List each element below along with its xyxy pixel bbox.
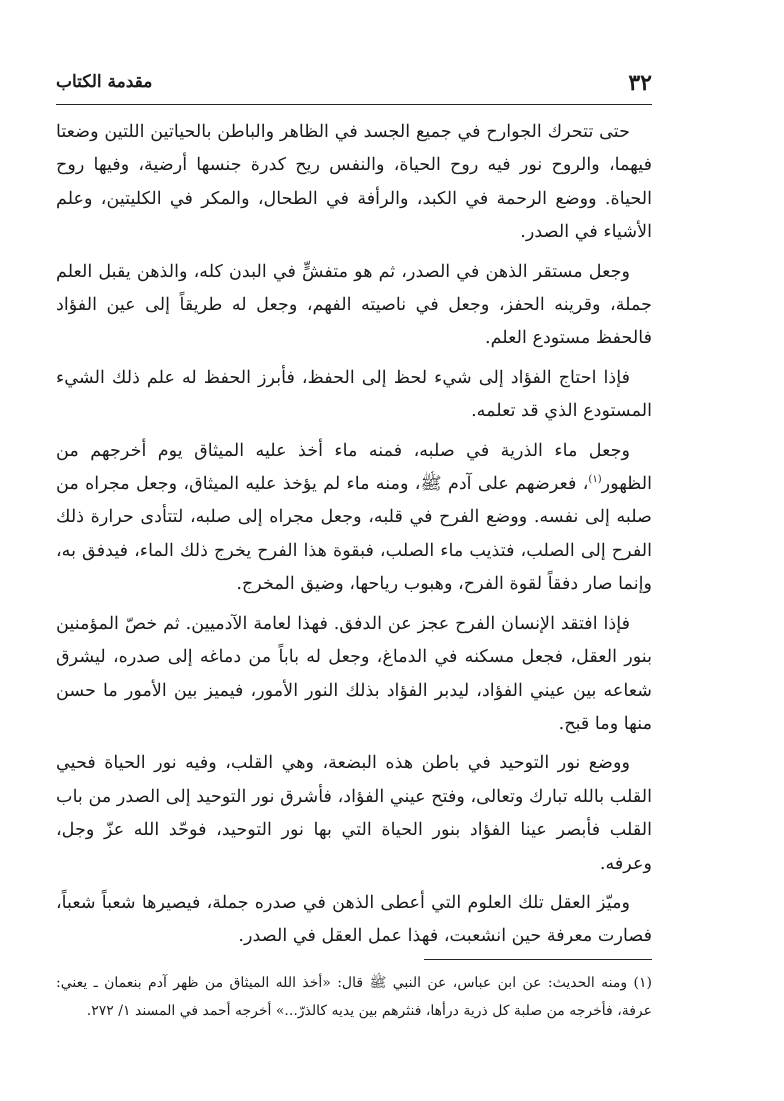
- paragraph: فإذا احتاج الفؤاد إلى شيء لحظ إلى الحفظ، فأبرز الحفظ له علم ذلك الشيء المستودع الذي قد تعلمه.: [56, 367, 652, 422]
- paragraph: فإذا افتقد الإنسان الفرح عجز عن الدفق. فهذا لعامة الآدميين. ثم خصّ المؤمنين بنور العقل، فجعل مسكنه في الدماغ، وجعل له باباً من دماغه إلى صدره، ليشرق شعاعه بين عيني الفؤاد، ليدبر الفؤاد بذلك النور الأمور، فيميز بين الأمور ما حسن منها وما قبح.: [56, 613, 652, 734]
- footnote: (١) ومنه الحديث: عن ابن عباس، عن النبي ﷺ قال: «أخذ الله الميثاق من ظهر آدم بنعمان ـ يعني: عرفة، فأخرجه من صلبة كل ذرية درأها، فنثرهم بين يديه كالذرّ...» أخرجه أحمد في المسند ١/ ٢٧٢.: [56, 975, 652, 1019]
- running-title: مقدمة الكتاب: [56, 72, 153, 92]
- footnote-rule: [424, 959, 652, 960]
- page-number: ٣٢: [628, 70, 652, 96]
- footnotes: [56, 969, 652, 1025]
- paragraph: حتى تتحرك الجوارح في جميع الجسد في الظاهر والباطن بالحياتين اللتين وضعتا فيهما، والروح نور فيه روح الحياة، والنفس ريح كدرة جنسها أرضية، وفيها روح الحياة. ووضع الرحمة في الكبد، والرأفة في الطحال، والمكر في الكليتين، وعلم الأشياء في الصدر.: [56, 122, 652, 243]
- paragraph: ووضع نور التوحيد في باطن هذه البضعة، وهي القلب، وفيه نور الحياة فحيي القلب بالله تبارك وتعالى، وفتح عيني الفؤاد، فأشرق نور التوحيد إلى الصدر من باب القلب فأبصر عينا الفؤاد بنور الحياة التي بها نور التوحيد، فوحّد الله عزّ وجل، وعرفه.: [56, 753, 652, 874]
- page-header: [56, 62, 652, 100]
- footnote-mark: (١): [588, 474, 602, 486]
- paragraph-text: ، فعرضهم على آدم ﷺ، ومنه ماء لم يؤخذ عليه الميثاق، وجعل مجراه من صلبه إلى نفسه. ووضع الفرح في قلبه، وجعل مجراه إلى صلبه، لتتأدى حرارة ذلك الفرح إلى الصلب، فتذيب ماء الصلب، فبقوة هذا الفرح يخرج ذلك الماء، فيدفق به، وإنما صار دفقاً لقوة الفرح، وهبوب رياحها، وضيق المخرج.: [56, 474, 652, 595]
- paragraph-text: وجعل ماء الذرية في صلبه، فمنه ماء أخذ عليه الميثاق يوم أخرجهم من الظهور: [56, 440, 652, 495]
- paragraph: [56, 435, 652, 602]
- main-text: [56, 116, 652, 960]
- paragraph: وميّز العقل تلك العلوم التي أعطى الذهن في صدره جملة، فيصيرها شعباً شعباً، فصارت معرفة حين انشعبت، فهذا عمل العقل في الصدر.: [56, 892, 652, 947]
- paragraph: وجعل مستقر الذهن في الصدر، ثم هو متفشٍّ في البدن كله، والذهن يقبل العلم جملة، وقرينه الحفز، وجعل في ناصيته الفهم، وجعل له طريقاً إلى عين الفؤاد فالحفظ مستودع العلم.: [56, 261, 652, 349]
- header-rule: [56, 104, 652, 105]
